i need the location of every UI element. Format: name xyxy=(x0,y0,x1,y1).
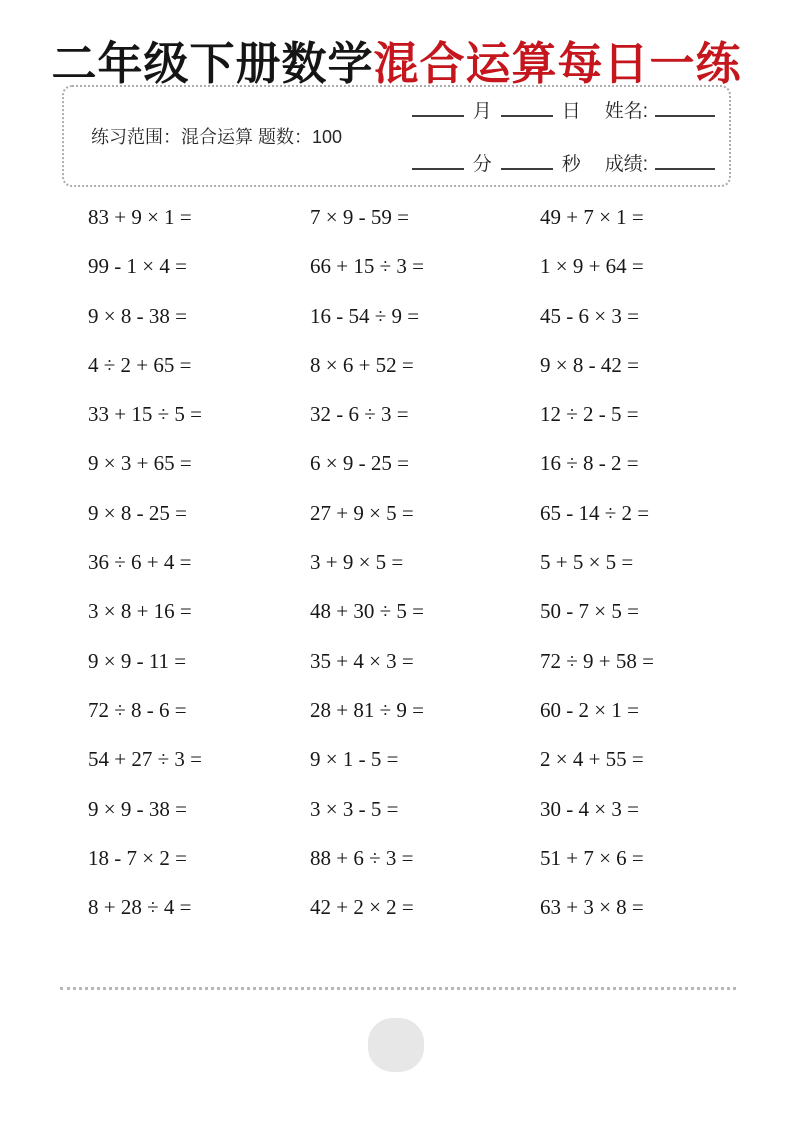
minute-label: 分 xyxy=(472,154,492,175)
problem-expression: 50 - 7 × 5 = xyxy=(540,599,639,624)
problem-expression: 35 + 4 × 3 = xyxy=(310,648,414,673)
problem-expression: 6 × 9 - 25 = xyxy=(310,451,409,476)
score-blank-line xyxy=(655,153,715,170)
problem-expression: 9 × 1 - 5 = xyxy=(310,747,399,772)
page-title-black: 二年级下册数学 xyxy=(51,38,374,90)
date-name-line xyxy=(405,96,717,123)
problem-expression: 9 × 8 - 25 = xyxy=(88,500,187,525)
month-label: 月 xyxy=(472,101,492,122)
problem-expression: 3 × 3 - 5 = xyxy=(310,796,399,821)
problem-expression: 4 ÷ 2 + 65 = xyxy=(88,352,192,377)
day-label: 日 xyxy=(561,101,581,122)
problem-expression: 60 - 2 × 1 = xyxy=(540,697,639,722)
month-blank-line xyxy=(412,100,464,117)
problems-grid xyxy=(88,204,748,943)
problem-expression: 33 + 15 ÷ 5 = xyxy=(88,402,202,427)
problem-expression: 1 × 9 + 64 = xyxy=(540,254,644,279)
header-info-box xyxy=(62,85,731,187)
problem-expression: 16 ÷ 8 - 2 = xyxy=(540,451,639,476)
problem-expression: 28 + 81 ÷ 9 = xyxy=(310,697,424,722)
score-label: 成绩: xyxy=(604,154,648,175)
problem-expression: 30 - 4 × 3 = xyxy=(540,796,639,821)
problem-expression: 54 + 27 ÷ 3 = xyxy=(88,747,202,772)
problem-expression: 49 + 7 × 1 = xyxy=(540,205,644,229)
problem-expression: 88 + 6 ÷ 3 = xyxy=(310,845,414,870)
problem-expression: 45 - 6 × 3 = xyxy=(540,303,639,328)
problem-expression: 18 - 7 × 2 = xyxy=(88,845,187,870)
footer-oval-decoration xyxy=(368,1018,424,1072)
problem-expression: 9 × 8 - 38 = xyxy=(88,303,187,328)
problem-expression: 83 + 9 × 1 = xyxy=(88,205,192,229)
problem-expression: 63 + 3 × 8 = xyxy=(540,895,644,920)
problem-expression: 32 - 6 ÷ 3 = xyxy=(310,402,409,427)
problem-expression: 9 × 8 - 42 = xyxy=(540,352,639,377)
page-title-red: 混合运算每日一练 xyxy=(373,38,742,90)
practice-scope-label: 练习范围：混合运算 题数：100 xyxy=(91,127,343,147)
name-label: 姓名: xyxy=(604,101,648,122)
problem-expression: 9 × 9 - 38 = xyxy=(88,796,187,821)
time-score-line xyxy=(405,149,717,176)
problem-expression: 51 + 7 × 6 = xyxy=(540,845,644,870)
problem-expression: 9 × 3 + 65 = xyxy=(88,451,192,476)
page-title xyxy=(0,38,793,90)
problem-expression: 65 - 14 ÷ 2 = xyxy=(540,500,650,525)
second-blank-line xyxy=(501,153,553,170)
problem-expression: 72 ÷ 8 - 6 = xyxy=(88,697,187,722)
problem-expression: 66 + 15 ÷ 3 = xyxy=(310,254,424,279)
problem-expression: 99 - 1 × 4 = xyxy=(88,254,187,279)
problem-expression: 5 + 5 × 5 = xyxy=(540,550,634,575)
problem-expression: 16 - 54 ÷ 9 = xyxy=(310,303,420,328)
name-blank-line xyxy=(655,100,715,117)
problem-expression: 8 + 28 ÷ 4 = xyxy=(88,895,192,920)
day-blank-line xyxy=(501,100,553,117)
problem-expression: 3 × 8 + 16 = xyxy=(88,599,192,624)
problem-expression: 42 + 2 × 2 = xyxy=(310,895,414,920)
second-label: 秒 xyxy=(561,154,581,175)
problem-expression: 27 + 9 × 5 = xyxy=(310,500,414,525)
problem-expression: 3 + 9 × 5 = xyxy=(310,550,404,575)
problem-expression: 48 + 30 ÷ 5 = xyxy=(310,599,424,624)
problem-expression: 7 × 9 - 59 = xyxy=(310,205,409,229)
minute-blank-line xyxy=(412,153,464,170)
problem-expression: 12 ÷ 2 - 5 = xyxy=(540,402,639,427)
problem-expression: 72 ÷ 9 + 58 = xyxy=(540,648,654,673)
problem-expression: 2 × 4 + 55 = xyxy=(540,747,644,772)
problem-expression: 8 × 6 + 52 = xyxy=(310,352,414,377)
header-fields xyxy=(405,87,717,185)
problem-expression: 36 ÷ 6 + 4 = xyxy=(88,550,192,575)
footer-dotted-divider xyxy=(60,987,736,990)
problem-expression: 9 × 9 - 11 = xyxy=(88,648,187,673)
